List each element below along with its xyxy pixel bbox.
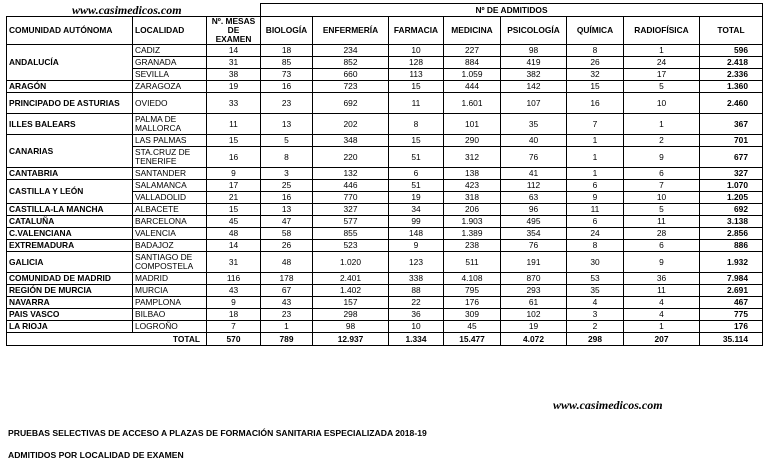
group-header: Nº DE ADMITIDOS xyxy=(261,4,763,17)
value-cell: 6 xyxy=(624,168,700,180)
value-cell: 36 xyxy=(624,273,700,285)
total-cell: 467 xyxy=(700,297,763,309)
value-cell: 1.402 xyxy=(313,285,389,297)
total-cell: 2.336 xyxy=(700,69,763,81)
locality-cell: OVIEDO xyxy=(133,93,207,114)
value-cell: 128 xyxy=(389,57,444,69)
table-body xyxy=(7,45,763,346)
totals-label: TOTAL xyxy=(7,333,207,346)
value-cell: 101 xyxy=(444,114,501,135)
value-cell: 423 xyxy=(444,180,501,192)
value-cell: 73 xyxy=(261,69,313,81)
value-cell: 25 xyxy=(261,180,313,192)
value-cell: 4.108 xyxy=(444,273,501,285)
total-cell: 2.460 xyxy=(700,93,763,114)
table-row xyxy=(7,81,763,93)
value-cell: 2 xyxy=(624,135,700,147)
value-cell: 31 xyxy=(207,252,261,273)
col-header: QUÍMICA xyxy=(567,17,624,45)
locality-cell: ALBACETE xyxy=(133,204,207,216)
community-cell: ANDALUCÍA xyxy=(7,45,133,81)
col-header: TOTAL xyxy=(700,17,763,45)
value-cell: 48 xyxy=(207,228,261,240)
value-cell: 11 xyxy=(207,114,261,135)
value-cell: 3 xyxy=(261,168,313,180)
value-cell: 33 xyxy=(207,93,261,114)
community-cell: REGIÓN DE MURCIA xyxy=(7,285,133,297)
locality-cell: PALMA DE MALLORCA xyxy=(133,114,207,135)
table-row xyxy=(7,252,763,273)
value-cell: 112 xyxy=(501,180,567,192)
value-cell: 9 xyxy=(207,168,261,180)
value-cell: 354 xyxy=(501,228,567,240)
value-cell: 444 xyxy=(444,81,501,93)
value-cell: 10 xyxy=(389,321,444,333)
community-cell: COMUNIDAD DE MADRID xyxy=(7,273,133,285)
totals-row xyxy=(7,333,763,346)
value-cell: 35 xyxy=(567,285,624,297)
value-cell: 8 xyxy=(389,114,444,135)
value-cell: 234 xyxy=(313,45,389,57)
value-cell: 660 xyxy=(313,69,389,81)
value-cell: 870 xyxy=(501,273,567,285)
locality-cell: STA.CRUZ DE TENERIFE xyxy=(133,147,207,168)
value-cell: 1.903 xyxy=(444,216,501,228)
value-cell: 26 xyxy=(261,240,313,252)
community-cell: PAIS VASCO xyxy=(7,309,133,321)
value-cell: 3 xyxy=(567,309,624,321)
totals-value: 207 xyxy=(624,333,700,346)
locality-cell: GRANADA xyxy=(133,57,207,69)
total-cell: 2.691 xyxy=(700,285,763,297)
value-cell: 88 xyxy=(389,285,444,297)
value-cell: 290 xyxy=(444,135,501,147)
value-cell: 1 xyxy=(567,147,624,168)
value-cell: 40 xyxy=(501,135,567,147)
value-cell: 16 xyxy=(261,81,313,93)
value-cell: 6 xyxy=(389,168,444,180)
table-row xyxy=(7,180,763,192)
locality-cell: SEVILLA xyxy=(133,69,207,81)
value-cell: 4 xyxy=(624,297,700,309)
total-cell: 7.984 xyxy=(700,273,763,285)
value-cell: 9 xyxy=(624,252,700,273)
value-cell: 132 xyxy=(313,168,389,180)
locality-cell: VALLADOLID xyxy=(133,192,207,204)
total-cell: 596 xyxy=(700,45,763,57)
value-cell: 338 xyxy=(389,273,444,285)
value-cell: 298 xyxy=(313,309,389,321)
table-row xyxy=(7,114,763,135)
value-cell: 1 xyxy=(567,135,624,147)
table-row xyxy=(7,216,763,228)
totals-value: 570 xyxy=(207,333,261,346)
value-cell: 227 xyxy=(444,45,501,57)
total-cell: 2.418 xyxy=(700,57,763,69)
value-cell: 38 xyxy=(207,69,261,81)
value-cell: 220 xyxy=(313,147,389,168)
value-cell: 45 xyxy=(207,216,261,228)
value-cell: 293 xyxy=(501,285,567,297)
community-cell: PRINCIPADO DE ASTURIAS xyxy=(7,93,133,114)
value-cell: 36 xyxy=(389,309,444,321)
value-cell: 14 xyxy=(207,45,261,57)
community-cell: CANTABRIA xyxy=(7,168,133,180)
value-cell: 43 xyxy=(261,297,313,309)
value-cell: 1 xyxy=(624,114,700,135)
total-cell: 1.932 xyxy=(700,252,763,273)
value-cell: 202 xyxy=(313,114,389,135)
col-header: PSICOLOGÍA xyxy=(501,17,567,45)
value-cell: 35 xyxy=(501,114,567,135)
value-cell: 51 xyxy=(389,180,444,192)
community-cell: CATALUÑA xyxy=(7,216,133,228)
value-cell: 15 xyxy=(207,135,261,147)
value-cell: 28 xyxy=(624,228,700,240)
value-cell: 238 xyxy=(444,240,501,252)
value-cell: 102 xyxy=(501,309,567,321)
value-cell: 9 xyxy=(624,147,700,168)
value-cell: 6 xyxy=(624,240,700,252)
table-row xyxy=(7,240,763,252)
value-cell: 10 xyxy=(624,192,700,204)
community-cell: NAVARRA xyxy=(7,297,133,309)
value-cell: 51 xyxy=(389,147,444,168)
value-cell: 11 xyxy=(624,285,700,297)
total-cell: 176 xyxy=(700,321,763,333)
total-cell: 692 xyxy=(700,204,763,216)
value-cell: 16 xyxy=(207,147,261,168)
value-cell: 58 xyxy=(261,228,313,240)
value-cell: 2.401 xyxy=(313,273,389,285)
value-cell: 318 xyxy=(444,192,501,204)
value-cell: 11 xyxy=(624,216,700,228)
table-row xyxy=(7,285,763,297)
value-cell: 5 xyxy=(624,81,700,93)
value-cell: 63 xyxy=(501,192,567,204)
value-cell: 770 xyxy=(313,192,389,204)
value-cell: 18 xyxy=(207,309,261,321)
value-cell: 142 xyxy=(501,81,567,93)
value-cell: 18 xyxy=(261,45,313,57)
value-cell: 67 xyxy=(261,285,313,297)
value-cell: 23 xyxy=(261,309,313,321)
value-cell: 7 xyxy=(207,321,261,333)
col-header: BIOLOGÍA xyxy=(261,17,313,45)
total-cell: 886 xyxy=(700,240,763,252)
value-cell: 15 xyxy=(389,81,444,93)
value-cell: 2 xyxy=(567,321,624,333)
value-cell: 309 xyxy=(444,309,501,321)
value-cell: 123 xyxy=(389,252,444,273)
value-cell: 53 xyxy=(567,273,624,285)
community-cell: EXTREMADURA xyxy=(7,240,133,252)
value-cell: 19 xyxy=(389,192,444,204)
total-cell: 701 xyxy=(700,135,763,147)
value-cell: 98 xyxy=(313,321,389,333)
value-cell: 21 xyxy=(207,192,261,204)
value-cell: 11 xyxy=(389,93,444,114)
total-cell: 1.205 xyxy=(700,192,763,204)
value-cell: 15 xyxy=(567,81,624,93)
community-cell: C.VALENCIANA xyxy=(7,228,133,240)
value-cell: 8 xyxy=(567,240,624,252)
totals-value: 789 xyxy=(261,333,313,346)
value-cell: 41 xyxy=(501,168,567,180)
community-cell: CASTILLA-LA MANCHA xyxy=(7,204,133,216)
value-cell: 7 xyxy=(624,180,700,192)
table-row xyxy=(7,321,763,333)
col-header: LOCALIDAD xyxy=(133,17,207,45)
value-cell: 16 xyxy=(261,192,313,204)
value-cell: 523 xyxy=(313,240,389,252)
col-header: Nº. MESAS DE EXAMEN xyxy=(207,17,261,45)
totals-value: 1.334 xyxy=(389,333,444,346)
value-cell: 723 xyxy=(313,81,389,93)
value-cell: 795 xyxy=(444,285,501,297)
community-cell: CANARIAS xyxy=(7,135,133,168)
value-cell: 1 xyxy=(567,168,624,180)
value-cell: 19 xyxy=(501,321,567,333)
value-cell: 26 xyxy=(567,57,624,69)
value-cell: 178 xyxy=(261,273,313,285)
value-cell: 4 xyxy=(567,297,624,309)
locality-cell: MADRID xyxy=(133,273,207,285)
value-cell: 348 xyxy=(313,135,389,147)
value-cell: 5 xyxy=(624,204,700,216)
totals-value: 12.937 xyxy=(313,333,389,346)
value-cell: 692 xyxy=(313,93,389,114)
col-header: COMUNIDAD AUTÓNOMA xyxy=(7,17,133,45)
value-cell: 1 xyxy=(261,321,313,333)
value-cell: 98 xyxy=(501,45,567,57)
value-cell: 1.059 xyxy=(444,69,501,81)
table-row xyxy=(7,204,763,216)
locality-cell: MURCIA xyxy=(133,285,207,297)
value-cell: 23 xyxy=(261,93,313,114)
total-cell: 775 xyxy=(700,309,763,321)
locality-cell: SANTIAGO DE COMPOSTELA xyxy=(133,252,207,273)
value-cell: 148 xyxy=(389,228,444,240)
value-cell: 8 xyxy=(567,45,624,57)
value-cell: 19 xyxy=(207,81,261,93)
site-label-top: www.casimedicos.com xyxy=(72,3,182,17)
locality-cell: BILBAO xyxy=(133,309,207,321)
value-cell: 113 xyxy=(389,69,444,81)
value-cell: 446 xyxy=(313,180,389,192)
value-cell: 176 xyxy=(444,297,501,309)
value-cell: 24 xyxy=(567,228,624,240)
value-cell: 15 xyxy=(207,204,261,216)
value-cell: 1 xyxy=(624,321,700,333)
table-row xyxy=(7,45,763,57)
col-header: MEDICINA xyxy=(444,17,501,45)
col-header: FARMACIA xyxy=(389,17,444,45)
value-cell: 31 xyxy=(207,57,261,69)
value-cell: 17 xyxy=(624,69,700,81)
value-cell: 382 xyxy=(501,69,567,81)
footer-subtitle: ADMITIDOS POR LOCALIDAD DE EXAMEN xyxy=(8,450,184,460)
totals-value: 4.072 xyxy=(501,333,567,346)
locality-cell: BADAJOZ xyxy=(133,240,207,252)
value-cell: 157 xyxy=(313,297,389,309)
total-cell: 327 xyxy=(700,168,763,180)
value-cell: 43 xyxy=(207,285,261,297)
table-row xyxy=(7,135,763,147)
value-cell: 6 xyxy=(567,180,624,192)
table-row xyxy=(7,93,763,114)
value-cell: 884 xyxy=(444,57,501,69)
value-cell: 96 xyxy=(501,204,567,216)
value-cell: 206 xyxy=(444,204,501,216)
locality-cell: ZARAGOZA xyxy=(133,81,207,93)
value-cell: 419 xyxy=(501,57,567,69)
value-cell: 577 xyxy=(313,216,389,228)
total-cell: 367 xyxy=(700,114,763,135)
value-cell: 32 xyxy=(567,69,624,81)
header-spacer xyxy=(7,4,261,17)
community-cell: CASTILLA Y LEÓN xyxy=(7,180,133,204)
table-row xyxy=(7,297,763,309)
value-cell: 312 xyxy=(444,147,501,168)
value-cell: 76 xyxy=(501,240,567,252)
table-row xyxy=(7,168,763,180)
locality-cell: LAS PALMAS xyxy=(133,135,207,147)
value-cell: 34 xyxy=(389,204,444,216)
community-cell: ILLES BALEARS xyxy=(7,114,133,135)
value-cell: 4 xyxy=(624,309,700,321)
column-header-row xyxy=(7,17,763,45)
value-cell: 30 xyxy=(567,252,624,273)
value-cell: 9 xyxy=(207,297,261,309)
value-cell: 327 xyxy=(313,204,389,216)
value-cell: 47 xyxy=(261,216,313,228)
value-cell: 116 xyxy=(207,273,261,285)
value-cell: 14 xyxy=(207,240,261,252)
col-header: RADIOFÍSICA xyxy=(624,17,700,45)
table-row xyxy=(7,273,763,285)
value-cell: 61 xyxy=(501,297,567,309)
value-cell: 8 xyxy=(261,147,313,168)
locality-cell: VALENCIA xyxy=(133,228,207,240)
value-cell: 6 xyxy=(567,216,624,228)
locality-cell: PAMPLONA xyxy=(133,297,207,309)
value-cell: 191 xyxy=(501,252,567,273)
value-cell: 852 xyxy=(313,57,389,69)
value-cell: 13 xyxy=(261,114,313,135)
admissions-table xyxy=(6,3,763,346)
value-cell: 1.020 xyxy=(313,252,389,273)
value-cell: 85 xyxy=(261,57,313,69)
locality-cell: LOGROÑO xyxy=(133,321,207,333)
value-cell: 24 xyxy=(624,57,700,69)
value-cell: 495 xyxy=(501,216,567,228)
total-cell: 3.138 xyxy=(700,216,763,228)
total-cell: 2.856 xyxy=(700,228,763,240)
value-cell: 511 xyxy=(444,252,501,273)
locality-cell: BARCELONA xyxy=(133,216,207,228)
totals-value: 298 xyxy=(567,333,624,346)
value-cell: 16 xyxy=(567,93,624,114)
value-cell: 1.601 xyxy=(444,93,501,114)
totals-value: 35.114 xyxy=(700,333,763,346)
value-cell: 99 xyxy=(389,216,444,228)
value-cell: 138 xyxy=(444,168,501,180)
footer-title: PRUEBAS SELECTIVAS DE ACCESO A PLAZAS DE FORMACIÓN SANITARIA ESPECIALIZADA 2018-19 xyxy=(8,428,427,438)
community-cell: GALICIA xyxy=(7,252,133,273)
total-cell: 1.070 xyxy=(700,180,763,192)
value-cell: 1 xyxy=(624,45,700,57)
total-cell: 1.360 xyxy=(700,81,763,93)
value-cell: 9 xyxy=(567,192,624,204)
value-cell: 15 xyxy=(389,135,444,147)
community-cell: LA RIOJA xyxy=(7,321,133,333)
value-cell: 107 xyxy=(501,93,567,114)
col-header: ENFERMERÍA xyxy=(313,17,389,45)
value-cell: 9 xyxy=(389,240,444,252)
value-cell: 13 xyxy=(261,204,313,216)
site-label-bottom: www.casimedicos.com xyxy=(553,398,663,412)
totals-value: 15.477 xyxy=(444,333,501,346)
value-cell: 22 xyxy=(389,297,444,309)
table-row xyxy=(7,228,763,240)
value-cell: 5 xyxy=(261,135,313,147)
locality-cell: SALAMANCA xyxy=(133,180,207,192)
value-cell: 48 xyxy=(261,252,313,273)
value-cell: 17 xyxy=(207,180,261,192)
table-row xyxy=(7,309,763,321)
total-cell: 677 xyxy=(700,147,763,168)
value-cell: 76 xyxy=(501,147,567,168)
value-cell: 10 xyxy=(624,93,700,114)
locality-cell: CADIZ xyxy=(133,45,207,57)
community-cell: ARAGÓN xyxy=(7,81,133,93)
value-cell: 45 xyxy=(444,321,501,333)
value-cell: 7 xyxy=(567,114,624,135)
value-cell: 1.389 xyxy=(444,228,501,240)
locality-cell: SANTANDER xyxy=(133,168,207,180)
value-cell: 855 xyxy=(313,228,389,240)
value-cell: 10 xyxy=(389,45,444,57)
value-cell: 11 xyxy=(567,204,624,216)
